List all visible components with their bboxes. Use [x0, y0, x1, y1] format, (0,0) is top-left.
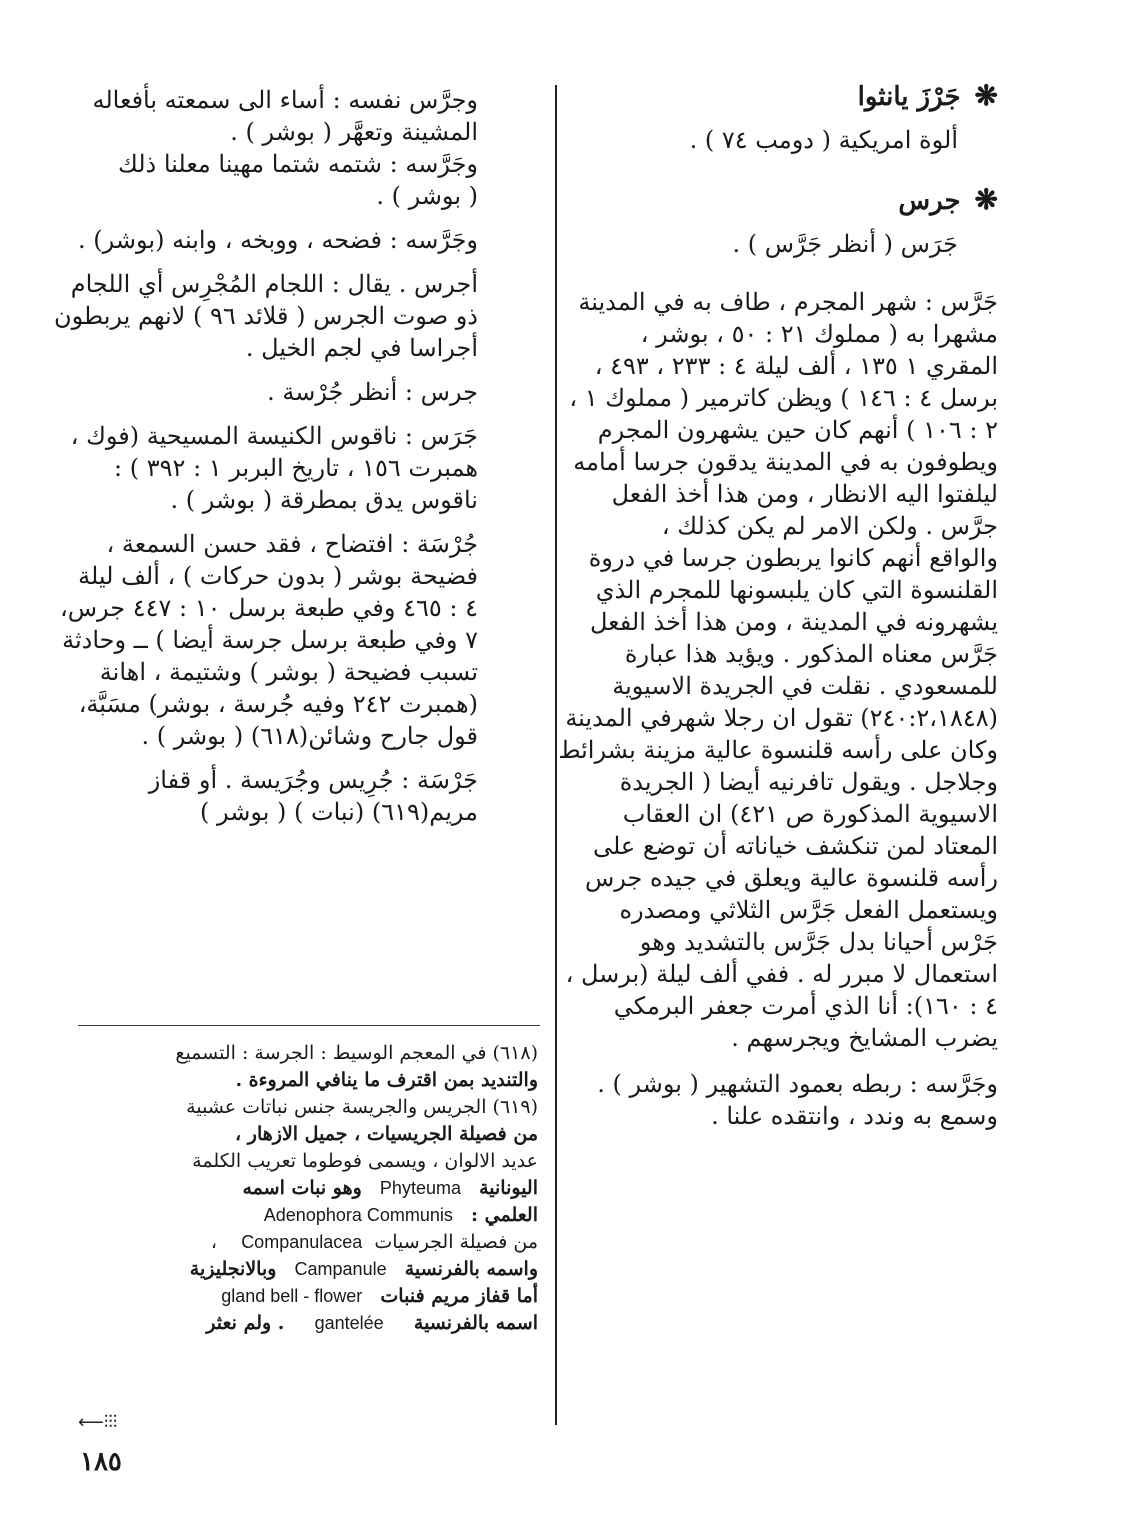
footnote-line: والتنديد بمن اقترف ما ينافي المروءة .	[235, 1069, 538, 1091]
body-line: برسل ٤ : ١٤٦ ) ويظن كاترمير ( مملوك ١ ،	[569, 384, 998, 412]
headword-jarz	[578, 80, 998, 112]
body-line: (٢٤٠:٢،١٨٤٨) تقول ان رجلا شهرفي المدينة	[565, 704, 998, 732]
body-line: ويستعمل الفعل جَرَّس الثلاثي ومصدره	[619, 896, 998, 924]
star-icon: ❋	[974, 183, 998, 216]
body-line: جَرْس أحيانا بدل جَرَّس بالتشديد وهو	[639, 928, 998, 956]
footnotes	[78, 1040, 538, 1337]
left-line: تسبب فضيحة ( بوشر ) وشتيمة ، اهانة	[99, 658, 478, 686]
body-line: وجلاجل . ويقول تافرنيه أيضا ( الجريدة	[619, 768, 998, 796]
body-line: جرَّس . ولكن الامر لم يكن كذلك ،	[661, 512, 998, 540]
body-line: والواقع أنهم كانوا يربطون جرسا في دروة	[588, 544, 998, 572]
left-line: فضيحة بوشر ( بدون حركات ) ، ألف ليلة	[78, 562, 478, 590]
footnote-mixed-line: من فصيلة الجرسيات Companulacea ،	[210, 1231, 538, 1253]
left-line: ( بوشر ) .	[376, 182, 478, 210]
left-line: مريم(٦١٩) (نبات ) ( بوشر )	[199, 798, 478, 826]
headword-jaras	[578, 184, 998, 216]
body-line: مشهرا به ( مملوك ٢١ : ٥٠ ، بوشر ،	[640, 320, 998, 348]
footnote-line: عديد الالوان ، ويسمى فوطوما تعريب الكلمة	[192, 1150, 538, 1172]
left-line: ٤ : ٤٦٥ وفي طبعة برسل ١٠ : ٤٤٧ جرس،	[59, 594, 478, 622]
footnote-line: (٦١٨) في المعجم الوسيط : الجرسة : التسميع	[175, 1042, 538, 1064]
body-line: للمسعودي . نقلت في الجريدة الاسيوية	[612, 672, 998, 700]
left-line: وجَرَّسه : فضحه ، ووبخه ، وابنه (بوشر) .	[78, 226, 478, 254]
final-line: وجَرَّسه : ربطه بعمود التشهير ( بوشر ) .	[597, 1070, 998, 1098]
headword-text: جَرْزَ يانثوا	[857, 82, 961, 112]
body-text	[558, 286, 998, 1054]
body-line: رأسه قلنسوة عالية ويعلق في جيده جرس	[584, 864, 998, 892]
column-divider	[555, 85, 557, 1425]
body-line: وكان على رأسه قلنسوة عالية مزينة بشرائط	[558, 736, 998, 764]
left-line: (همبرت ٢٤٢ وفيه جُرسة ، بوشر) مسَبَّة،	[78, 690, 478, 718]
body-line: جَرَّس معناه المذكور . ويؤيد هذا عبارة	[624, 640, 998, 668]
body-line: جَرَّس : شهر المجرم ، طاف به في المدينة	[578, 288, 998, 316]
body-line: ٢ : ١٠٦ ) أنهم كان حين يشهرون المجرم	[597, 416, 998, 444]
star-icon: ❋	[974, 79, 998, 112]
entry-line: جَرَس ( أنظر جَرَّس ) .	[732, 230, 958, 258]
left-column	[54, 84, 478, 828]
body-line: يضرب المشايخ ويجرسهم .	[731, 1024, 998, 1052]
body-line: الاسيوية المذكورة ص ٤٢١) ان العقاب	[622, 800, 998, 828]
left-line: وجرَّس نفسه : أساء الى سمعته بأفعاله	[92, 86, 478, 114]
body-line: المعتاد لمن تنكشف خياناته أن توضع على	[592, 832, 998, 860]
left-line: ناقوس يدق بمطرقة ( بوشر ) .	[170, 486, 478, 514]
left-line: أجراسا في لجم الخيل .	[245, 334, 478, 362]
left-line: ٧ وفي طبعة برسل جرسة أيضا ) ــ وحادثة	[62, 626, 478, 654]
left-line: جَرَس : ناقوس الكنيسة المسيحية (فوك ،	[70, 422, 478, 450]
body-line: ليلفتوا اليه الانظار ، ومن هذا أخذ الفعل	[611, 480, 998, 508]
body-line: القلنسوة التي كان يلبسونها للمجرم الذي	[595, 576, 998, 604]
final-line: وسمع به وندد ، وانتقده علنا .	[711, 1102, 998, 1130]
entry-line: ألوة امريكية ( دومب ٧٤ ) .	[689, 126, 958, 154]
footnote-mixed-line: أما قفاز مريم فنبات gland bell - flower	[221, 1285, 538, 1307]
footnote-line: من فصيلة الجريسيات ، جميل الازهار ،	[235, 1123, 538, 1145]
page-number: ١٨٥	[80, 1447, 122, 1477]
footnote-line: (٦١٩) الجريس والجريسة جنس نباتات عشبية	[186, 1096, 538, 1118]
left-line: قول جارح وشائن(٦١٨) ( بوشر ) .	[141, 722, 478, 750]
body-line: ٤ : ١٦٠): أنا الذي أمرت جعفر البرمكي	[613, 992, 998, 1020]
continuation-arrow-icon: ⟵⫶⫶⫶	[78, 1412, 118, 1433]
left-line: المشينة وتعهَّر ( بوشر ) .	[230, 118, 478, 146]
footnote-mixed-line: اسمه بالفرنسية gantelée . ولم نعثر	[206, 1312, 538, 1334]
left-line: ذو صوت الجرس ( قلائد ٩٦ ) لانهم يربطون	[54, 302, 478, 330]
left-line: جَرْسَة : جُرِيس وجُرَيسة . أو قفاز	[148, 766, 478, 794]
left-line: وجَرَّسه : شتمه شتما مهينا معلنا ذلك	[117, 150, 478, 178]
left-line: جرس : أنظر جُرْسة .	[267, 378, 478, 406]
left-line: جُرْسَة : افتضاح ، فقد حسن السمعة ،	[106, 530, 478, 558]
footnote-mixed-line: اليونانية Phyteuma وهو نبات اسمه	[242, 1177, 538, 1199]
left-line: همبرت ١٥٦ ، تاريخ البربر ١ : ٣٩٢ ) :	[114, 454, 478, 482]
body-line: المقري ١ ١٣٥ ، ألف ليلة ٤ : ٢٣٣ ، ٤٩٣ ،	[594, 352, 998, 380]
headword-text: جرس	[898, 186, 961, 216]
footnote-divider	[78, 1025, 540, 1026]
left-line: أجرس . يقال : اللجام المُجْرِس أي اللجام	[70, 270, 478, 298]
footnote-mixed-line: العلمي : Adenophora Communis	[263, 1204, 538, 1226]
right-column	[558, 70, 998, 1132]
footnote-mixed-line: واسمه بالفرنسية Campanule وبالانجليزية	[189, 1258, 538, 1280]
body-line: يشهرونه في المدينة ، ومن هذا أخذ الفعل	[589, 608, 998, 636]
body-line: ويطوفون به في المدينة يدقون جرسا أمامه	[573, 448, 998, 476]
body-line: استعمال لا مبرر له . ففي ألف ليلة (برسل ،	[565, 960, 998, 988]
